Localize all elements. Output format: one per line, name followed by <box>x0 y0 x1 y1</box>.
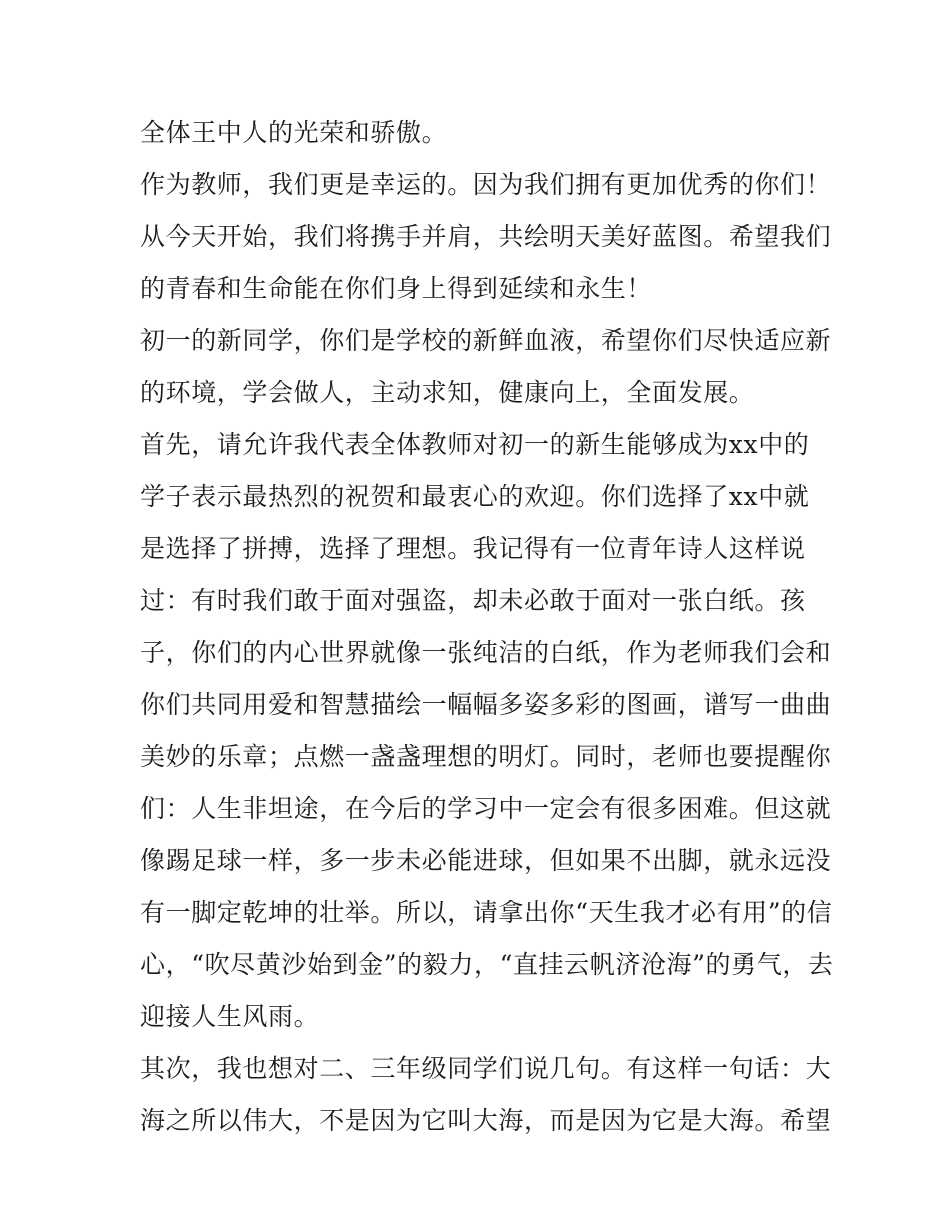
text-line: 美妙的乐章；点燃一盏盏理想的明灯。同时，老师也要提醒你 <box>140 742 832 771</box>
text-line: 你们共同用爱和智慧描绘一幅幅多姿多彩的图画，谱写一曲曲 <box>140 690 832 719</box>
text-line: 作为教师，我们更是幸运的。因为我们拥有更加优秀的你们！ <box>140 170 832 199</box>
text-line: 过：有时我们敢于面对强盗，却未必敢于面对一张白纸。孩 <box>140 586 806 615</box>
text-line: 学子表示最热烈的祝贺和最衷心的欢迎。你们选择了xx中就 <box>140 482 810 511</box>
text-line: 子，你们的内心世界就像一张纯洁的白纸，作为老师我们会和 <box>140 638 832 667</box>
text-line: 迎接人生风雨。 <box>140 1002 320 1031</box>
text-line: 有一脚定乾坤的壮举。所以，请拿出你“天生我才必有用”的信 <box>140 898 833 927</box>
text-line: 心，“吹尽黄沙始到金”的毅力，“直挂云帆济沧海”的勇气，去 <box>140 950 834 979</box>
text-line: 像踢足球一样，多一步未必能进球，但如果不出脚，就永远没 <box>140 846 832 875</box>
text-line: 从今天开始，我们将携手并肩，共绘明天美好蓝图。希望我们 <box>140 222 832 251</box>
text-line: 首先，请允许我代表全体教师对初一的新生能够成为xx中的 <box>140 430 810 459</box>
text-line: 其次，我也想对二、三年级同学们说几句。有这样一句话：大 <box>140 1054 832 1083</box>
text-line: 的青春和生命能在你们身上得到延续和永生！ <box>140 274 653 303</box>
text-line: 海之所以伟大，不是因为它叫大海，而是因为它是大海。希望 <box>140 1106 832 1135</box>
text-line: 是选择了拼搏，选择了理想。我记得有一位青年诗人这样说 <box>140 534 806 563</box>
document-body <box>140 107 834 1147</box>
text-line: 初一的新同学，你们是学校的新鲜血液，希望你们尽快适应新 <box>140 326 832 355</box>
text-line: 的环境，学会做人，主动求知，健康向上，全面发展。 <box>140 378 755 407</box>
text-line: 全体王中人的光荣和骄傲。 <box>140 118 448 147</box>
text-line: 们：人生非坦途，在今后的学习中一定会有很多困难。但这就 <box>140 794 832 823</box>
